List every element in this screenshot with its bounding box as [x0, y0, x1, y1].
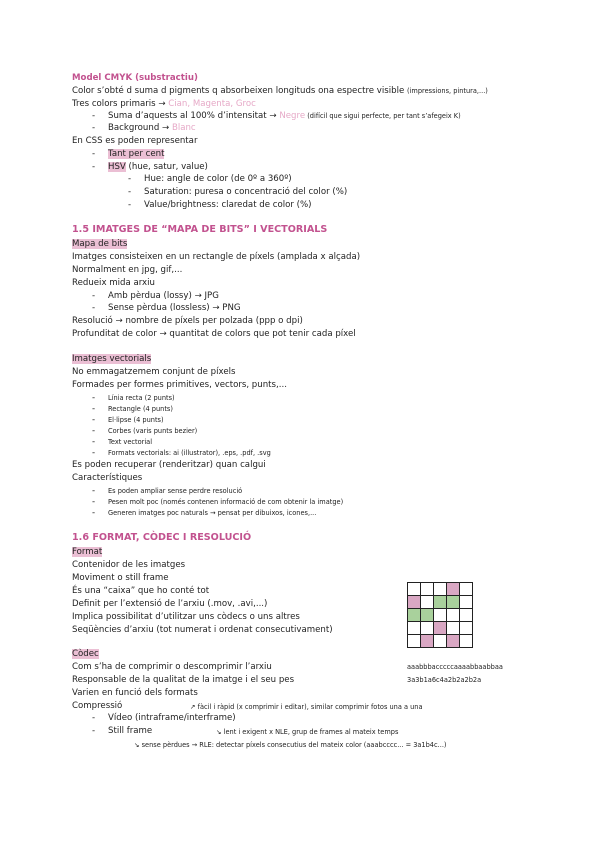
- section-1-5-title: 1.5 IMATGES DE “MAPA DE BITS” I VECTORIALS: [72, 224, 328, 235]
- pixel-cell: [447, 635, 460, 648]
- css-bullet-2: HSV (hue, satur, value): [108, 162, 208, 172]
- cmyk-title: Model CMYK (substractiu): [72, 73, 198, 83]
- vector-line-1: No emmagatzemem conjunt de píxels: [72, 367, 236, 377]
- pixel-cell: [421, 609, 434, 622]
- codec-bullet-2: Still frame: [108, 726, 153, 736]
- vector-bullet: Corbes (varis punts bezier): [108, 427, 198, 435]
- bitmap-bullet-1: Amb pèrdua (lossy) → JPG: [108, 291, 219, 301]
- rle-sequence-encoded: 3a3b1a6c4a2b2a2b2a: [407, 676, 482, 684]
- pixel-cell: [408, 596, 421, 609]
- codec-heading: Còdec: [72, 649, 99, 659]
- cmyk-css: En CSS es poden representar: [72, 136, 198, 146]
- bitmap-line-5: Profunditat de color → quantitat de colors que pot tenir cada píxel: [72, 329, 356, 339]
- bullet-dash: -: [92, 426, 96, 436]
- pixel-cell: [460, 583, 473, 596]
- codec-line-3: Varien en funció dels formats: [72, 688, 198, 698]
- pixel-cell: [434, 635, 447, 648]
- pixel-cell: [434, 609, 447, 622]
- format-line: Contenidor de les imatges: [72, 560, 186, 570]
- codec-line-2: Responsable de la qualitat de la imatge i el seu pes: [72, 675, 295, 685]
- pixel-cell: [434, 596, 447, 609]
- bullet-dash: -: [92, 486, 96, 496]
- bullet-dash: -: [128, 200, 132, 210]
- bullet-dash: -: [92, 291, 96, 301]
- css-bullet-1: Tant per cent: [108, 149, 165, 159]
- bullet-dash: -: [92, 726, 96, 736]
- pixel-cell: [408, 622, 421, 635]
- bitmap-bullet-2: Sense pèrdua (lossless) → PNG: [108, 303, 241, 313]
- bullet-dash: -: [92, 404, 96, 414]
- vector-bullet: Text vectorial: [108, 438, 153, 446]
- format-heading: Format: [72, 547, 103, 557]
- pixel-cell: [408, 609, 421, 622]
- pixel-grid-row: [408, 622, 473, 635]
- pixel-cell: [434, 622, 447, 635]
- vector-bullet: Formats vectorials: ai (illustrator), .eps, .pdf, .svg: [108, 449, 271, 457]
- pixel-cell: [447, 609, 460, 622]
- vector-bullet: Rectangle (4 punts): [108, 405, 173, 413]
- vector-bullet: El·lipse (4 punts): [108, 416, 164, 424]
- hsv-value: Value/brightness: claredat de color (%): [144, 200, 312, 210]
- feature-bullet: Generen imatges poc naturals → pensat per dibuixos, icones,...: [108, 509, 317, 517]
- pixel-cell: [421, 622, 434, 635]
- pixel-cell: [421, 635, 434, 648]
- cmyk-line-2: Tres colors primaris → Cian, Magenta, Groc: [72, 99, 256, 109]
- cmyk-bullet-2: Background → Blanc: [108, 123, 196, 133]
- format-line: És una “caixa” que ho conté tot: [72, 586, 210, 596]
- bullet-dash: -: [92, 437, 96, 447]
- pixel-grid-row: [408, 609, 473, 622]
- hsv-hue: Hue: angle de color (de 0º a 360º): [144, 174, 292, 184]
- pixel-cell: [408, 583, 421, 596]
- bitmap-line-1: Imatges consisteixen en un rectangle de píxels (amplada x alçada): [72, 252, 361, 262]
- bullet-dash: -: [92, 303, 96, 313]
- codec-line-4: Compressió: [72, 701, 123, 711]
- bullet-dash: -: [92, 149, 96, 159]
- bitmap-line-3: Redueix mida arxiu: [72, 278, 155, 288]
- codec-line-1: Com s’ha de comprimir o descomprimir l’arxiu: [72, 662, 272, 672]
- pixel-cell: [460, 596, 473, 609]
- pixel-cell: [434, 583, 447, 596]
- bullet-dash: -: [128, 174, 132, 184]
- pixel-grid-row: [408, 583, 473, 596]
- vector-line-4: Característiques: [72, 473, 143, 483]
- bullet-dash: -: [92, 393, 96, 403]
- vector-line-3: Es poden recuperar (renderitzar) quan calgui: [72, 460, 266, 470]
- bullet-dash: -: [92, 448, 96, 458]
- format-line: Definit per l’extensió de l’arxiu (.mov, .avi,...): [72, 599, 268, 609]
- pixel-cell: [408, 635, 421, 648]
- bullet-dash: -: [92, 123, 96, 133]
- pixel-cell: [421, 596, 434, 609]
- bitmap-heading: Mapa de bits: [72, 239, 128, 249]
- pixel-cell: [447, 583, 460, 596]
- compression-note-down: ↘ lent i exigent x NLE, grup de frames al mateix temps: [216, 728, 399, 736]
- compression-note-up: ↗ fàcil i ràpid (x comprimir i editar), similar comprimir fotos una a una: [190, 703, 423, 711]
- pixel-cell: [447, 596, 460, 609]
- rle-sequence-raw: aaabbbacccccaaaabbaabbaa: [407, 663, 503, 671]
- vector-line-2: Formades per formes primitives, vectors, punts,...: [72, 380, 287, 390]
- bullet-dash: -: [128, 187, 132, 197]
- format-line: Seqüències d’arxiu (tot numerat i ordenat consecutivament): [72, 625, 333, 635]
- cmyk-line-1: Color s’obté d suma d pigments q absorbeixen longituds ona espectre visible (impressions, pintura,...): [72, 86, 488, 96]
- format-line: Implica possibilitat d’utilitzar uns còdecs o uns altres: [72, 612, 300, 622]
- pixel-cell: [421, 583, 434, 596]
- feature-bullet: Es poden ampliar sense perdre resolució: [108, 487, 243, 495]
- vector-bullet: Línia recta (2 punts): [108, 394, 175, 402]
- pixel-grid: [407, 582, 473, 648]
- bullet-dash: -: [92, 111, 96, 121]
- bullet-dash: -: [92, 497, 96, 507]
- pixel-grid-row: [408, 596, 473, 609]
- bullet-dash: -: [92, 508, 96, 518]
- bullet-dash: -: [92, 415, 96, 425]
- pixel-cell: [460, 609, 473, 622]
- bullet-dash: -: [92, 713, 96, 723]
- bitmap-line-4: Resolució → nombre de píxels per polzada (ppp o dpi): [72, 316, 303, 326]
- pixel-cell: [460, 622, 473, 635]
- format-line: Moviment o still frame: [72, 573, 169, 583]
- compression-note-lossless: ↘ sense pèrdues → RLE: detectar píxels consecutius del mateix color (aaabcccc... = 3a1b4c...): [134, 741, 447, 749]
- cmyk-bullet-1: Suma d’aquests al 100% d’intensitat → Negre (difícil que sigui perfecte, per tant s’afegeix K): [108, 111, 461, 121]
- feature-bullet: Pesen molt poc (només contenen informació de com obtenir la imatge): [108, 498, 344, 506]
- pixel-cell: [447, 622, 460, 635]
- hsv-saturation: Saturation: puresa o concentració del color (%): [144, 187, 348, 197]
- bitmap-line-2: Normalment en jpg, gif,...: [72, 265, 183, 275]
- bullet-dash: -: [92, 162, 96, 172]
- codec-bullet-1: Vídeo (intraframe/interframe): [108, 713, 236, 723]
- vector-heading: Imatges vectorials: [72, 354, 152, 364]
- pixel-grid-row: [408, 635, 473, 648]
- section-1-6-title: 1.6 FORMAT, CÒDEC I RESOLUCIÓ: [72, 532, 252, 543]
- pixel-cell: [460, 635, 473, 648]
